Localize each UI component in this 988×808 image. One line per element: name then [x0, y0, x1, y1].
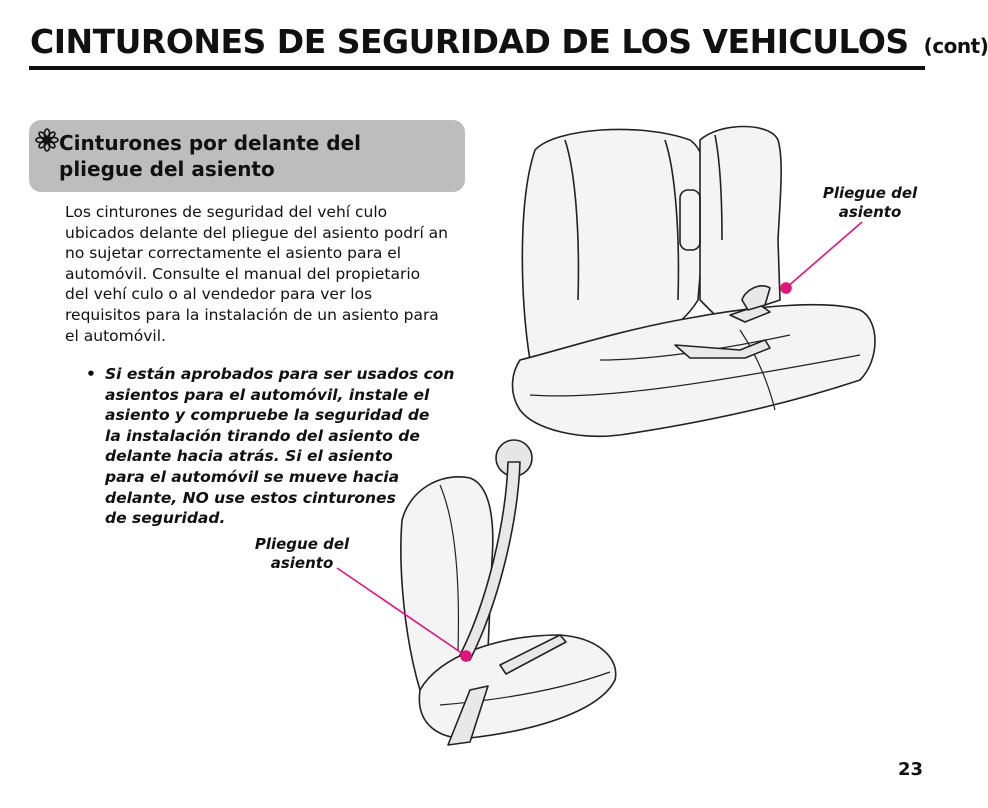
bullet-marker: • — [86, 365, 96, 383]
bench-callout-line2: asiento — [838, 203, 902, 221]
bullet-line: delante hacia atrás. Si el asiento — [105, 447, 393, 466]
page-title-suffix: (cont) — [923, 34, 988, 58]
bench-seat-illustration — [513, 127, 876, 437]
bullet-line: de seguridad. — [105, 509, 226, 528]
bucket-seat-illustration — [401, 440, 616, 745]
body-line: requisitos para la instalación de un asiento para — [65, 305, 439, 324]
body-line: ubicados delante del pliegue del asiento podrí an — [65, 223, 449, 242]
body-line: no sujetar correctamente el asiento para el — [65, 244, 402, 263]
body-line: automóvil. Consulte el manual del propietario — [65, 264, 421, 283]
body-line: Los cinturones de seguridad del vehí culo — [65, 203, 388, 221]
section-title-line1: Cinturones por delante del — [59, 131, 362, 155]
bullet-line: Si están aprobados para ser usados con — [105, 365, 455, 383]
page-number: 23 — [898, 759, 924, 780]
bullet-line: para el automóvil se mueve hacia — [105, 467, 400, 486]
body-line: del vehí culo o al vendedor para ver los — [65, 285, 373, 304]
bench-callout-line1: Pliegue del — [822, 184, 918, 202]
bucket-callout-line2: asiento — [270, 554, 334, 572]
bench-callout-line — [786, 222, 862, 288]
page-title-text: CINTURONES DE SEGURIDAD DE LOS VEHICULOS — [30, 22, 909, 61]
bullet-line: asiento y compruebe la seguridad de — [105, 406, 430, 425]
bucket-callout-line1: Pliegue del — [254, 535, 350, 553]
bullet-line: delante, NO use estos cinturones — [105, 488, 396, 507]
bench-callout-label — [810, 184, 930, 222]
bench-callout-dot — [781, 283, 791, 293]
bullet-line: asientos para el automóvil, instale el — [105, 385, 430, 404]
bucket-callout-dot — [461, 651, 471, 661]
bucket-callout-label — [248, 535, 356, 573]
bullet-line: la instalación tirando del asiento de — [105, 426, 420, 445]
section-title-line2: pliegue del asiento — [59, 157, 275, 181]
body-line: el automóvil. — [65, 326, 166, 345]
